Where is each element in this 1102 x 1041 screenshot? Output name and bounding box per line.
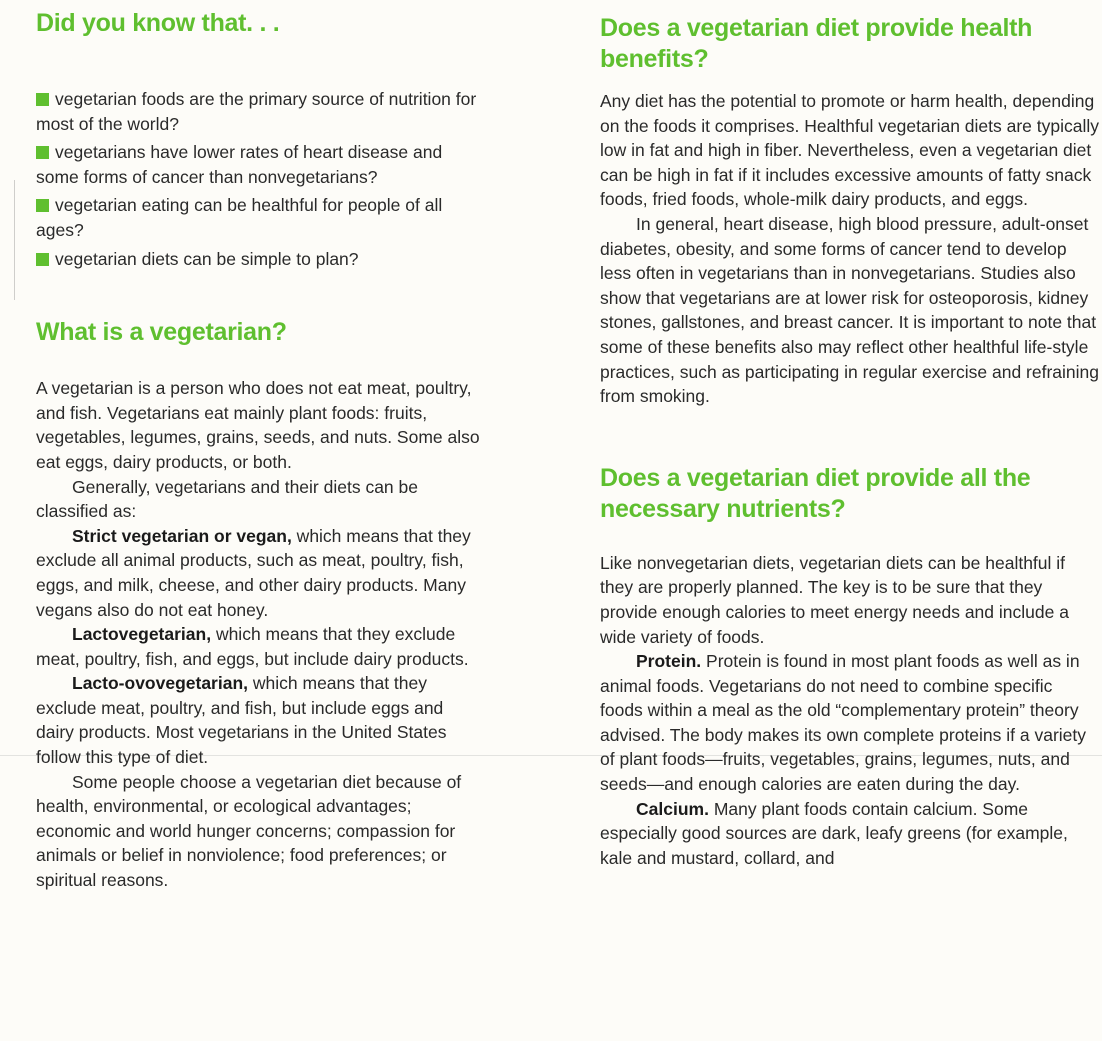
left-column [36, 0, 486, 893]
necessary-nutrients-heading: Does a vegetarian diet provide all the necessary nutrients? [600, 463, 1031, 523]
list-item: vegetarian eating can be healthful for people of all ages? [36, 195, 443, 240]
green-square-bullet-icon [36, 199, 49, 212]
green-square-bullet-icon [36, 146, 49, 159]
paragraph: Some people choose a vegetarian diet because of health, environmental, or ecological advantages; economic and world hunger concerns; compassion for animals or belief in nonviolence; food preferences; or spiritual reasons. [36, 771, 462, 891]
health-benefits-body [600, 89, 1100, 409]
paragraph: Any diet has the potential to promote or harm health, depending on the foods it comprises. Healthful vegetarian diets are typically low in fat and high in fiber. Nevertheless, even a vegetarian diet can be high in fat if it includes excessive amounts of fatty snack foods, fried foods, whole-milk dairy products, and eggs. [600, 91, 1100, 210]
paragraph: Generally, vegetarians and their diets can be classified as: [36, 476, 418, 522]
list-item: vegetarian diets can be simple to plan? [36, 247, 486, 272]
what-is-vegetarian-heading: What is a vegetarian? [36, 318, 287, 347]
paragraph: In general, heart disease, high blood pressure, adult-onset diabetes, obesity, and some forms of cancer tend to develop less often in vegetarians than in nonvegetarians. Studies also show that vegetarians are at lower risk for osteoporosis, kidney stones, gallstones, and breast cancer. It is important to note that some of these benefits also may reflect other healthful life-style practices, such as participating in regular exercise and refraining from smoking. [600, 213, 1100, 407]
list-item: vegetarian foods are the primary source of nutrition for most of the world? [36, 89, 477, 134]
calcium-paragraph: Calcium. Many plant foods contain calcium. Some especially good sources are dark, leafy greens (for example, kale and mustard, collard, and [600, 798, 1068, 868]
lactovegetarian-definition: Lactovegetarian, which means that they exclude meat, poultry, fish, and eggs, but include dairy products. [36, 624, 469, 669]
green-square-bullet-icon [36, 93, 49, 106]
green-square-bullet-icon [36, 253, 49, 266]
health-benefits-heading: Does a vegetarian diet provide health benefits? [600, 14, 1033, 73]
lacto-ovovegetarian-definition: Lacto-ovovegetarian, which means that they exclude meat, poultry, and fish, but include eggs and dairy products. Most vegetarians in the United States follow this type of diet. [36, 673, 447, 768]
paragraph: Like nonvegetarian diets, vegetarian diets can be healthful if they are properly planned. The key is to be sure that they provide enough calories to meet energy needs and include a wide variety of foods. [600, 552, 1069, 647]
paragraph: A vegetarian is a person who does not eat meat, poultry, and fish. Vegetarians eat mainly plant foods: fruits, vegetables, legumes, grains, seeds, and nuts. Some also eat eggs, dairy products, or both. [36, 378, 480, 472]
did-you-know-heading: Did you know that. . . [36, 9, 280, 37]
necessary-nutrients-body [600, 551, 1100, 871]
right-column [600, 0, 1100, 870]
what-is-vegetarian-body [36, 376, 486, 892]
list-item: vegetarians have lower rates of heart disease and some forms of cancer than nonvegetarians? [36, 142, 443, 187]
did-you-know-list [36, 87, 486, 271]
page-edge-mark [14, 180, 15, 300]
vegan-definition: Strict vegetarian or vegan, which means that they exclude all animal products, such as meat, poultry, fish, eggs, and milk, cheese, and other dairy products. Many vegans also do not eat honey. [36, 525, 471, 620]
protein-paragraph: Protein. Protein is found in most plant foods as well as in animal foods. Vegetarians do not need to combine specific foods within a meal as the old “complementary protein” theory advised. The body makes its own complete proteins if a variety of plant foods—fruits, vegetables, grains, legumes, nuts, and seeds—and enough calories are eaten during the day. [600, 651, 1087, 795]
